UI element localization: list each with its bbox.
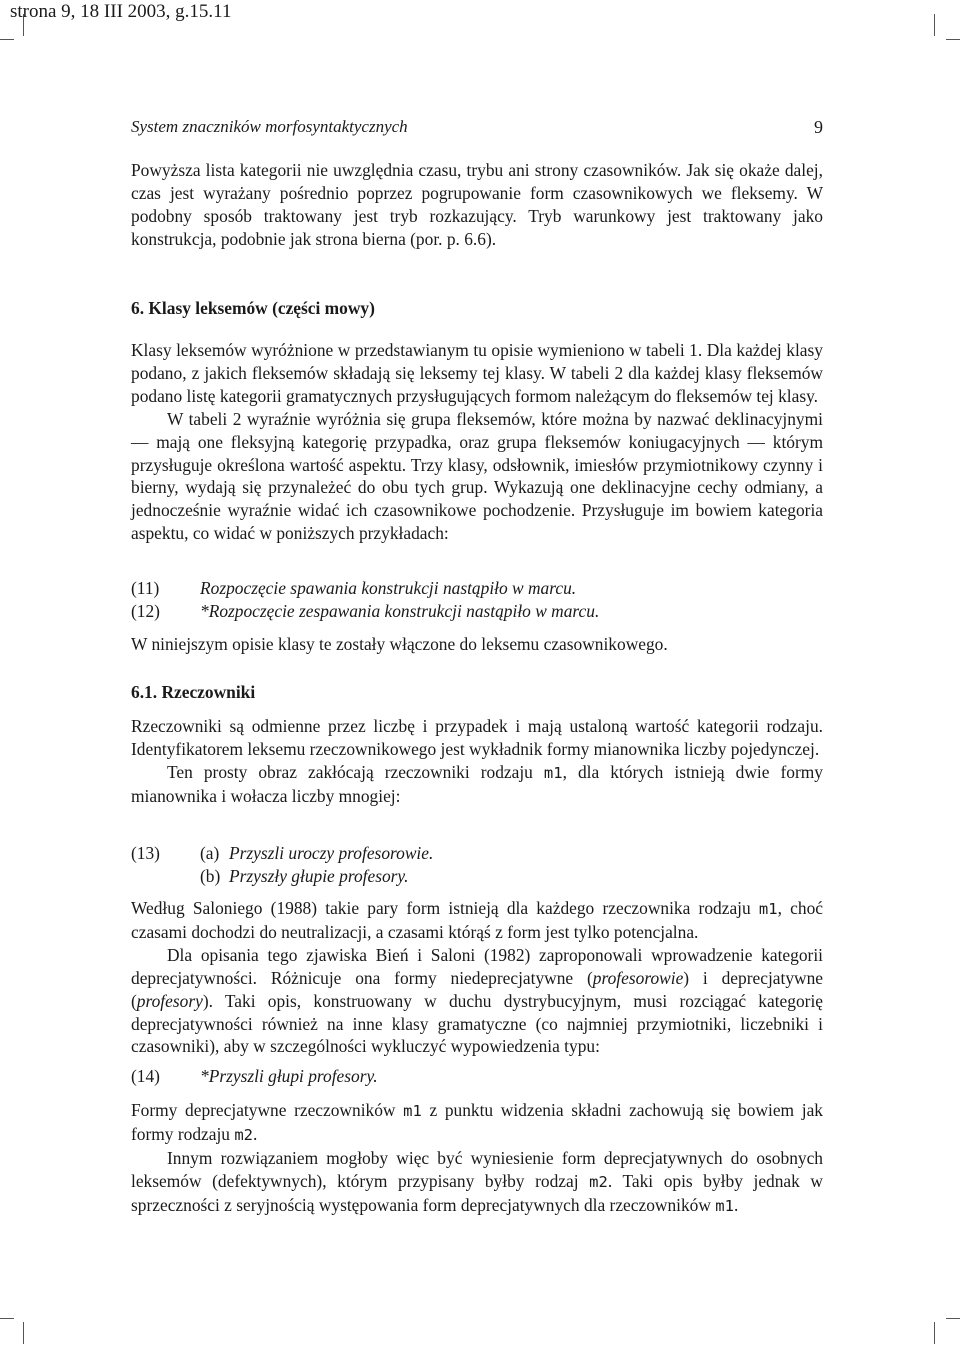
paragraph-intro: Powyższa lista kategorii nie uwzględnia czasu, trybu ani strony czasowników. Jak się okaże dalej, czas jest wyrażany pośrednio poprzez pogrupowanie form czasownikowych we fleksemy. W podobny sposób traktowany jest tryb rozkazujący. Tryb warunkowy jest traktowany jako konstrukcja, podobnie jak strona bierna (por. p. 6.6). [131, 160, 823, 249]
running-head [131, 117, 823, 137]
section-number: 6. [131, 298, 145, 318]
example-13 [131, 842, 823, 888]
paragraph-inclusion-wrap [131, 633, 823, 656]
code-m1: m1 [758, 900, 778, 918]
code-m1: m1 [403, 1102, 422, 1120]
paragraph-alternative: Innym rozwiązaniem mogłoby więc być wyniesienie form deprecjatywnych do osobnych leksemów (defektywnych), którym przypisany byłby rodzaj m2. Taki opis byłby jednak w sprzeczności z seryjnością występowania form deprecjatywnych dla rzeczowników m1. [131, 1147, 823, 1215]
example-14-row [131, 1065, 823, 1088]
paragraph-deprecjatywnosc: Dla opisania tego zjawiska Bień i Saloni (1982) zaproponowali wprowadzenie kategorii deprecjatywności. Różnicuje ona formy niedeprecjatywne (profesorowie) i deprecjatywne (profesory). Taki opis, konstruowany w duchu dystrybucyjnym, musi rozciągać kategorię deprecjatywności również na inne klasy gramatyczne (co najmniej przymiotniki, liczebniki i czasowniki), aby w szczególności wykluczyć wypowiedzenia typu: [131, 944, 823, 1057]
example-sub-label: (a) [200, 843, 220, 863]
paragraphs-final [131, 1099, 823, 1218]
section-title: Klasy leksemów (części mowy) [148, 298, 375, 318]
subsection-number: 6.1. [131, 682, 158, 702]
paragraphs-saloni [131, 897, 823, 1058]
examples-11-12 [131, 577, 823, 623]
crop-mark-br-v [934, 1322, 935, 1344]
running-title: System znaczników morfosyntaktycznych [131, 117, 408, 136]
example-sub-label: (b) [200, 865, 221, 886]
example-number: (13) [131, 843, 160, 863]
example-11 [131, 577, 823, 600]
crop-mark-tl-h [0, 39, 14, 40]
paragraph-groups: W tabeli 2 wyraźnie wyróżnia się grupa fleksemów, które można by nazwać deklinacyjnymi — mają one fleksyjną kategorię przypadka, oraz grupa fleksemów koniugacyjnych — którym przysługuje określona wartość aspektu. Trzy klasy, odsłownik, imiesłów przymiotnikowy czynny i bierny, wydają się przynależeć do obu tych grup. Wykazują one deklinacyjne cechy odmiany, a jednocześnie wyraźnie widać ich czasownikowe pochodzenie. Przysługuje im bowiem kategoria aspektu, co widać w poniższych przykładach: [131, 408, 823, 544]
code-m2: m2 [589, 1172, 608, 1191]
page-number: 9 [814, 117, 823, 137]
paragraph-classes: Klasy leksemów wyróżnione w przedstawianym tu opisie wymieniono w tabeli 1. Dla każdej klasy podano, z jakich fleksemów składają się leksemy tej klasy. W tabeli 2 dla każdej klasy fleksemów podano listę kategorii gramatycznych przysługujących formom należącym do fleksemów tej klasy. [131, 340, 823, 406]
example-number: (14) [131, 1066, 160, 1086]
example-text: *Rozpoczęcie zespawania konstrukcji nastąpiło w marcu. [200, 600, 600, 621]
code-m2: m2 [234, 1125, 254, 1144]
paragraph-saloni: Według Saloniego (1988) takie pary form istnieją dla każdego rzeczownika rodzaju m1, choć czasami dochodzi do neutralizacji, a czasami którąś z form jest tylko potencjalna. [131, 898, 823, 942]
page-body-top [131, 159, 823, 251]
paragraph-inclusion: W niniejszym opisie klasy te zostały włączone do leksemu czasownikowego. [131, 634, 668, 654]
crop-mark-bl-v [23, 1322, 24, 1344]
example-14 [131, 1065, 823, 1088]
crop-mark-bl-h [0, 1318, 14, 1319]
subsection-title: Rzeczowniki [161, 682, 256, 702]
section-6-1-heading [131, 681, 823, 704]
crop-mark-br-h [946, 1318, 960, 1319]
example-12 [131, 600, 823, 623]
paragraph-nouns: Rzeczowniki są odmienne przez liczbę i przypadek i mają ustaloną wartość kategorii rodzaju. Identyfikatorem leksemu rzeczownikowego jest wykładnik formy mianownika liczby pojedynczej. [131, 716, 823, 759]
code-m1: m1 [715, 1196, 734, 1215]
example-13b [131, 865, 823, 888]
crop-mark-tr-h [946, 39, 960, 40]
example-number: (12) [131, 600, 160, 621]
print-timestamp: strona 9, 18 III 2003, g.15.11 [10, 1, 232, 22]
section-6-1-body [131, 715, 823, 808]
crop-mark-tr-v [934, 14, 935, 36]
section-6-heading [131, 297, 823, 320]
paragraph-forms: Formy deprecjatywne rzeczowników m1 z punktu widzenia składni zachowują się bowiem jak formy rodzaju m2. [131, 1100, 823, 1144]
example-text: *Przyszli głupi profesory. [200, 1066, 378, 1086]
example-number: (11) [131, 578, 160, 598]
code-m1: m1 [543, 763, 563, 782]
example-text: Przyszły głupie profesory. [229, 865, 409, 886]
paragraph-m1: Ten prosty obraz zakłócają rzeczowniki rodzaju m1, dla których istnieją dwie formy mianownika i wołacza liczby mnogiej: [131, 761, 823, 806]
example-text: Rozpoczęcie spawania konstrukcji nastąpiło w marcu. [200, 578, 577, 598]
example-text: Przyszli uroczy profesorowie. [229, 843, 434, 863]
example-13a [131, 842, 823, 865]
section-6-body [131, 339, 823, 545]
